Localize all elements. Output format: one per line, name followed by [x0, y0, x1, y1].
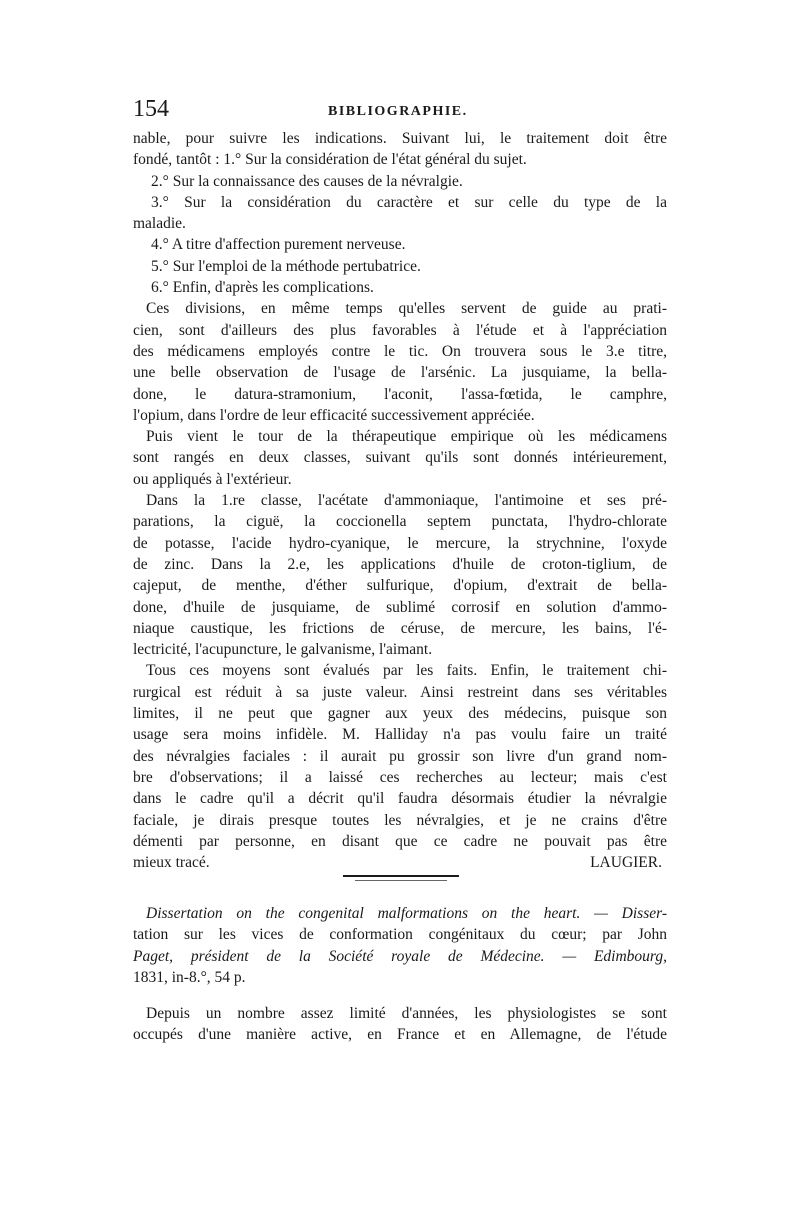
text-line: l'opium, dans l'ordre de leur efficacité successivement appréciée.: [133, 406, 535, 424]
text-line: des médicamens employés contre le tic. On trouvera sous le 3.e titre,: [133, 342, 667, 360]
closing-line: [133, 852, 667, 873]
text-line: 5.° Sur l'emploi de la méthode pertubatrice.: [151, 257, 421, 275]
text-line: dans le cadre qu'il a décrit qu'il faudra désormais étudier la névralgie: [133, 790, 667, 808]
text-line: Dans la 1.re classe, l'acétate d'ammoniaque, l'antimoine et ses pré-: [146, 492, 667, 510]
book-citation: [133, 903, 667, 988]
text-line: ou appliqués à l'extérieur.: [133, 470, 292, 488]
text-line: cien, sont d'ailleurs des plus favorables à l'étude et à l'appréciation: [133, 321, 667, 339]
text-line: done, le datura-stramonium, l'aconit, l'assa-fœtida, le camphre,: [133, 385, 667, 403]
citation-line: Paget, président de la Société royale de Médecine. — Edimbourg,: [133, 947, 667, 965]
text-line: faciale, je dirais presque toutes les névralgies, et je ne crains d'être: [133, 811, 667, 829]
text-line: Ces divisions, en même temps qu'elles servent de guide au prati-: [146, 300, 667, 318]
next-review-text: [133, 1003, 667, 1046]
section-divider-thin: [355, 880, 447, 881]
header-title: BIBLIOGRAPHIE.: [328, 104, 468, 119]
text-line: lectricité, l'acupuncture, le galvanisme, l'aimant.: [133, 641, 433, 659]
citation-line: tation sur les vices de conformation congénitaux du cœur; par John: [133, 926, 667, 944]
text-line: sont rangés en deux classes, suivant qu'ils sont donnés intérieurement,: [133, 449, 667, 467]
text-line: limites, il ne peut que gagner aux yeux des médecins, puisque son: [133, 705, 667, 723]
text-line: une belle observation de l'usage de l'arsénic. La jusquiame, la bella-: [133, 364, 667, 382]
signature: LAUGIER.: [590, 854, 662, 872]
text-line: 2.° Sur la connaissance des causes de la névralgie.: [151, 172, 463, 190]
text-line: Puis vient le tour de la thérapeutique empirique où les médicamens: [146, 428, 667, 446]
text-line: usage sera moins infidèle. M. Halliday n'a pas voulu faire un traité: [133, 726, 667, 744]
text-line: occupés d'une manière active, en France et en Allemagne, de l'étude: [133, 1026, 667, 1044]
text-line: maladie.: [133, 215, 186, 233]
text-line: 6.° Enfin, d'après les complications.: [151, 279, 374, 297]
text-line: Tous ces moyens sont évalués par les faits. Enfin, le traitement chi-: [146, 662, 667, 680]
citation-line: 1831, in-8.°, 54 p.: [133, 968, 246, 986]
review-body-text: [133, 128, 667, 873]
text-line: done, d'huile de jusquiame, de sublimé corrosif en solution d'ammo-: [133, 598, 667, 616]
citation-line: Dissertation on the congenital malformations on the heart. — Disser-: [146, 905, 667, 922]
text-line: démenti par personne, en disant que ce cadre ne pouvait pas être: [133, 832, 667, 850]
text-line: 3.° Sur la considération du caractère et sur celle du type de la: [151, 193, 667, 211]
page-number: 154: [133, 96, 169, 122]
text-line: des névralgies faciales : il aurait pu grossir son livre d'un grand nom-: [133, 747, 667, 765]
text-line: de potasse, l'acide hydro-cyanique, le mercure, la strychnine, l'oxyde: [133, 534, 667, 552]
text-line: de zinc. Dans la 2.e, les applications d'huile de croton-tiglium, de: [133, 555, 667, 573]
text-line: cajeput, de menthe, d'éther sulfurique, d'opium, d'extrait de bella-: [133, 577, 667, 595]
text-line: parations, la ciguë, la coccionella septem punctata, l'hydro-chlorate: [133, 513, 667, 531]
text-line: niaque caustique, les frictions de céruse, de mercure, les bains, l'é-: [133, 619, 667, 637]
text-line: bre d'observations; il a laissé ces recherches au lecteur; mais c'est: [133, 768, 667, 786]
text-line: 4.° A titre d'affection purement nerveuse.: [151, 236, 406, 254]
text-line: Depuis un nombre assez limité d'années, les physiologistes se sont: [146, 1005, 667, 1022]
text-line: nable, pour suivre les indications. Suivant lui, le traitement doit être: [133, 130, 667, 147]
text-line: fondé, tantôt : 1.° Sur la considération de l'état général du sujet.: [133, 151, 527, 169]
section-divider: [343, 875, 459, 877]
text-line: rurgical est réduit à sa juste valeur. Ainsi restreint dans ses véritables: [133, 683, 667, 701]
running-header: [133, 96, 667, 124]
text-line: mieux tracé.: [133, 854, 210, 872]
